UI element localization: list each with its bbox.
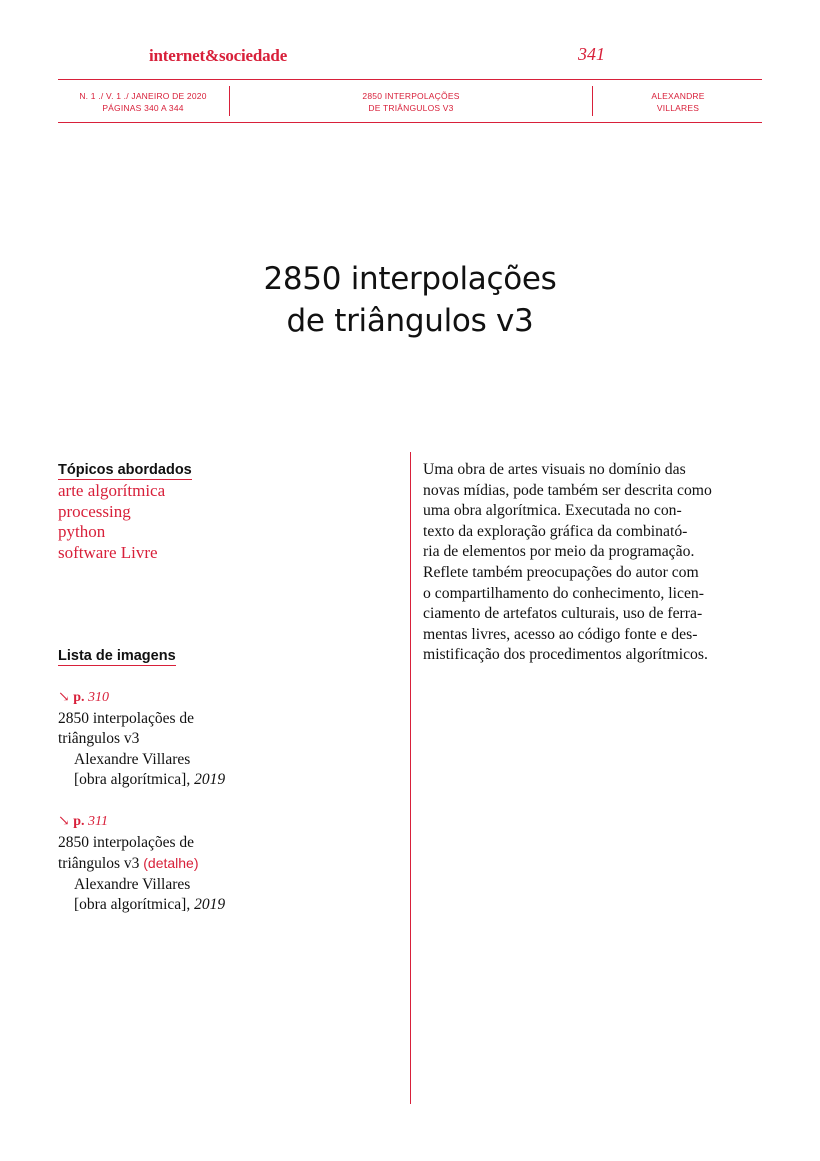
column-divider [410, 452, 411, 1104]
abstract-line: ria de elementos por meio da programação. [423, 543, 695, 561]
title-line: de triângulos v3 [286, 303, 534, 339]
images-heading: Lista de imagens [58, 648, 176, 664]
image-year: 2019 [194, 771, 226, 788]
arrow-down-right-icon: ↘ [58, 814, 70, 829]
issue-info [58, 91, 228, 114]
author-line: ALEXANDRE [651, 91, 705, 101]
abstract-line: o compartilhamento do conhecimento, licen- [423, 584, 704, 602]
topic-item: software Livre [58, 542, 158, 562]
author-line: VILLARES [656, 102, 700, 113]
abstract-line: Uma obra de artes visuais no domínio das [423, 461, 686, 478]
issue-line: N. 1 ./ V. 1 ./ JANEIRO DE 2020 [79, 91, 207, 101]
image-author: Alexandre Villares [74, 750, 191, 768]
abstract-line: novas mídias, pode também ser descrita como [423, 481, 712, 499]
abstract-line: Reflete também preocupações do autor com [423, 563, 699, 581]
image-author: Alexandre Villares [74, 875, 191, 893]
abstract-line: uma obra algorítmica. Executada no con- [423, 502, 682, 520]
header-top-rule [58, 79, 762, 80]
abstract-line: ciamento de artefatos culturais, uso de ferra- [423, 605, 703, 623]
abstract-text [423, 460, 765, 666]
detail-label: (detalhe) [143, 855, 199, 871]
image-title-line [58, 853, 225, 875]
page-ref-number: 311 [88, 814, 108, 829]
image-year: 2019 [194, 896, 226, 913]
topic-item: python [58, 522, 106, 541]
image-title: 2850 interpolações de [58, 833, 195, 851]
image-title: triângulos v3 [58, 730, 140, 747]
image-type-line [58, 770, 225, 791]
image-entry [58, 688, 225, 791]
abstract-line: mistificação dos procedimentos algorítmicos. [423, 646, 708, 664]
topic-item: arte algorítmica [58, 481, 166, 500]
image-type: [obra algorítmica], [74, 896, 191, 913]
journal-name: internet&sociedade [149, 46, 288, 65]
topics-heading: Tópicos abordados [58, 462, 192, 478]
abstract-line: texto da exploração gráfica da combinató- [423, 522, 688, 540]
page-prefix: p. [73, 814, 85, 829]
arrow-down-right-icon: ↘ [58, 690, 70, 705]
topic-item: processing [58, 501, 131, 521]
image-entry [58, 812, 225, 916]
page-ref-number: 310 [88, 690, 110, 705]
page-prefix: p. [73, 690, 85, 705]
image-type-line [58, 895, 225, 916]
image-title: 2850 interpolações de [58, 709, 195, 727]
article-line: 2850 INTERPOLAÇÕES [362, 91, 460, 101]
title-line: 2850 interpolações [263, 261, 557, 297]
topics-list [58, 481, 165, 563]
article-title [160, 258, 660, 342]
image-title: triângulos v3 [58, 855, 140, 872]
article-line: DE TRIÂNGULOS V3 [368, 102, 454, 113]
image-type: [obra algorítmica], [74, 771, 191, 788]
abstract-line: mentas livres, acesso ao código fonte e des- [423, 625, 698, 643]
page-number: 341 [578, 44, 605, 64]
author-info [593, 91, 763, 114]
page-reference [58, 688, 225, 709]
article-info [230, 91, 592, 114]
page-reference [58, 812, 225, 833]
pages-line: PÁGINAS 340 A 344 [102, 102, 184, 113]
header-bottom-rule [58, 122, 762, 123]
